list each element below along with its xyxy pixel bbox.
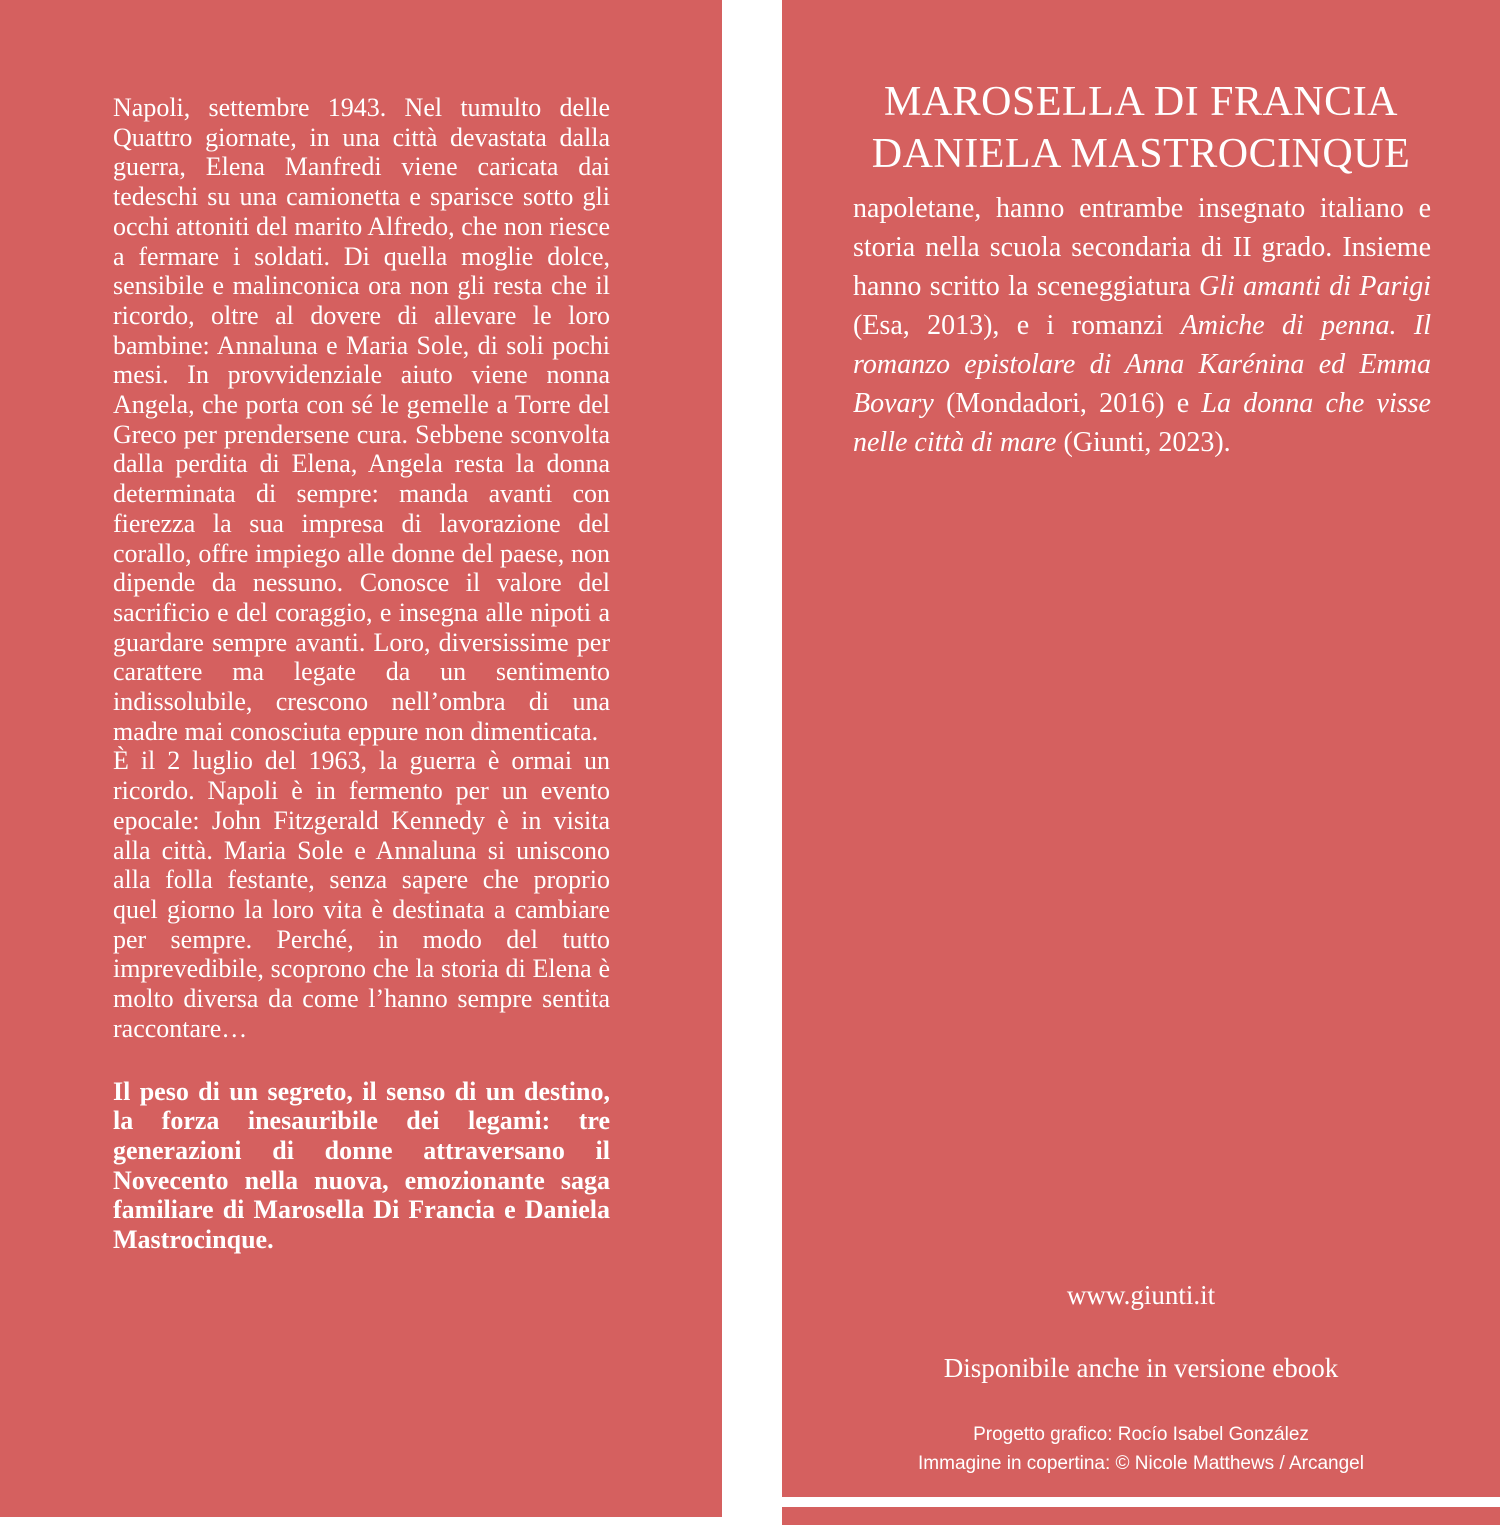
credit-graphic-design: Progetto grafico: Rocío Isabel González [973, 1424, 1309, 1445]
synopsis-closing-paragraph: Il peso di un segreto, il senso di un destino, la forza inesauribile dei legami: tre generazioni di donne attraversano il Novecento nella nuova, emozionante saga familiare di Marosella Di Francia e Daniela Mastrocinque. [113, 1076, 610, 1255]
credit-cover-image: Immagine in copertina: © Nicole Matthews / Arcangel [918, 1453, 1364, 1474]
publisher-website: www.giunti.it [1066, 1280, 1216, 1310]
synopsis-paragraph-1: Napoli, settembre 1943. Nel tumulto delle Quattro giornate, in una città devastata dalla guerra, Elena Manfredi viene caricata dai tedeschi su una camionetta e sparisce sotto gli occhi attoniti del marito Alfredo, che non riesce a fermare i soldati. Di quella moglie dolce, sensibile e malinconica ora non gli resta che il ricordo, oltre al dovere di allevare le loro bambine: Annaluna e Maria Sole, di soli pochi mesi. In provvidenziale aiuto viene nonna Angela, che porta con sé le gemelle a Torre del Greco per prendersene cura. Sebbene sconvolta dalla perdita di Elena, Angela resta la donna determinata di sempre: manda avanti con fierezza la sua impresa di lavorazione del corallo, offre impiego alle donne del paese, non dipende da nessuno. Conosce il valore del sacrificio e del coraggio, e insegna alle nipoti a guardare sempre avanti. Loro, diversissime per carattere ma legate da un sentimento indissolubile, crescono nell’ombra di una madre mai conosciuta eppure non dimenticata. [113, 93, 610, 746]
author-name-1: MAROSELLA DI FRANCIA [883, 79, 1399, 125]
synopsis-paragraph-2: È il 2 luglio del 1963, la guerra è ormai un ricordo. Napoli è in fermento per un evento epocale: John Fitzgerald Kennedy è in visita alla città. Maria Sole e Annaluna si uniscono alla folla festante, senza sapere che proprio quel giorno la loro vita è destinata a cambiare per sempre. Perché, in modo del tutto imprevedibile, scoprono che la storia di Elena è molto diversa da come l’hanno sempre sentita raccontare… [113, 746, 610, 1043]
left-flap [0, 0, 722, 1517]
credits [782, 1420, 1500, 1478]
author-bio: napoletane, hanno entrambe insegnato italiano e storia nella scuola secondaria di II grado. Insieme hanno scritto la sceneggiatura Gli amanti di Parigi (Esa, 2013), e i romanzi Amiche di penna. Il romanzo epistolare di Anna Karénina ed Emma Bovary (Mondadori, 2016) e La donna che visse nelle città di mare (Giunti, 2023). [853, 193, 1431, 458]
right-flap-fold-sliver [782, 1507, 1500, 1525]
author-name-2: DANIELA MASTROCINQUE [871, 131, 1411, 177]
ebook-availability-note: Disponibile anche in versione ebook [943, 1353, 1339, 1383]
right-flap [782, 0, 1500, 1497]
author-names-title [822, 76, 1460, 180]
synopsis-text [113, 93, 610, 1255]
